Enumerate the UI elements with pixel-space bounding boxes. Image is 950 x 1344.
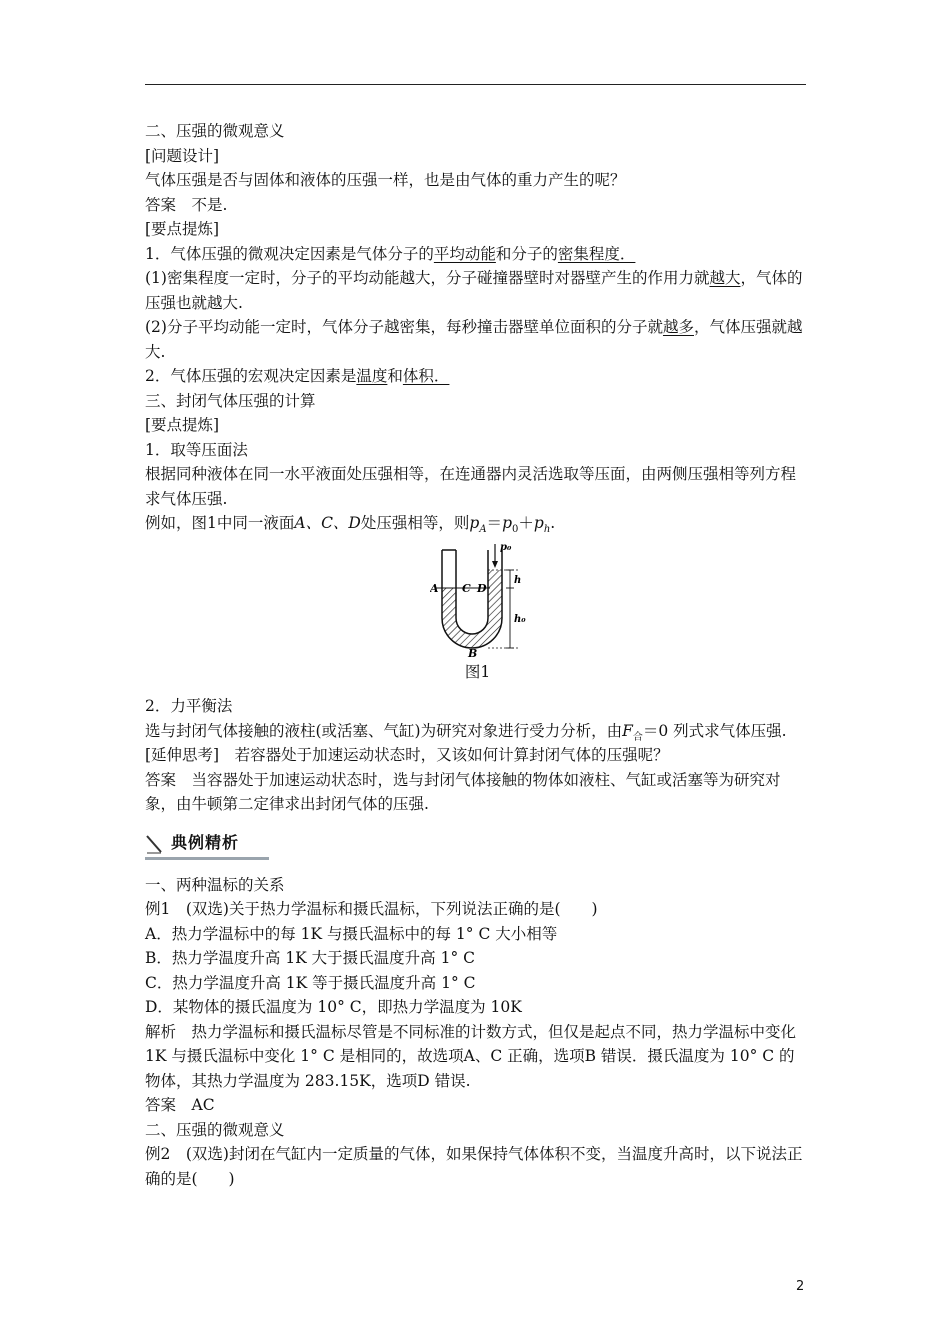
- example-1-option-c: C．热力学温度升高 1K 等于摄氏温度升高 1° C: [145, 973, 476, 992]
- diagonal-mark-icon: [145, 833, 163, 855]
- extension-question: [延伸思考] 若容器处于加速运动状态时，又该如何计算封闭气体的压强呢？: [145, 746, 669, 764]
- label-p0: p₀: [500, 541, 512, 553]
- example-1-stem: 例1 (双选)关于热力学温标和摄氏温标，下列说法正确的是( ): [145, 900, 598, 918]
- key-points-label-2: [要点提炼]: [145, 416, 220, 434]
- example-1-option-b: B．热力学温度升高 1K 大于摄氏温度升高 1° C: [145, 949, 476, 967]
- header-rule: [145, 84, 806, 85]
- point-2: 2．气体压强的宏观决定因素是温度和体积．: [145, 367, 450, 385]
- figure-caption: 图1: [464, 662, 491, 681]
- example-line: 例如，图1中同一液面A、C、D处压强相等，则$p_A=p_0+p_h$.: [145, 514, 556, 536]
- label-h0: h₀: [514, 613, 526, 625]
- example-1-option-d: D．某物体的摄氏温度为 10° C，即热力学温度为 10K: [145, 998, 522, 1016]
- method-1-title: 1．取等压面法: [145, 440, 248, 459]
- label-c: C: [462, 581, 471, 595]
- section-banner: [145, 831, 810, 861]
- point-1b: (2)分子平均动能一定时，气体分子越密集，每秒撞击器壁单位面积的分子就越多，气体压强就越大.: [145, 318, 803, 361]
- label-b: B: [468, 646, 478, 658]
- point-1a: (1)密集程度一定时，分子的平均动能越大，分子碰撞器壁时对器壁产生的作用力就越大，气体的压强也就越大.: [145, 269, 803, 312]
- question-text: 气体压强是否与固体和液体的压强一样，也是由气体的重力产生的呢？: [145, 171, 626, 189]
- example-1-option-a: A．热力学温标中的每 1K 与摄氏温标中的每 1° C 大小相等: [145, 924, 558, 943]
- question-design-label: [问题设计]: [145, 146, 220, 165]
- question-answer: 答案 不是.: [145, 195, 228, 214]
- example-section-2: 二、压强的微观意义: [145, 1120, 285, 1139]
- method-1-text: 根据同种液体在同一水平液面处压强相等，在连通器内灵活选取等压面，由两侧压强相等列方程求气体压强.: [145, 465, 797, 508]
- u-tube-figure: [145, 540, 810, 658]
- page-body: [145, 119, 810, 1191]
- section-2-title: 二、压强的微观意义: [145, 122, 285, 140]
- method-2-text: 选与封闭气体接触的液柱(或活塞、气缸)为研究对象进行受力分析，由$F_合=0$ 列式求气体压强.: [145, 721, 787, 743]
- key-points-label: [要点提炼]: [145, 220, 220, 238]
- point-1: 1．气体压强的微观决定因素是气体分子的平均动能和分子的密集程度．: [145, 244, 636, 263]
- example-1-answer: 答案 AC: [145, 1096, 215, 1114]
- label-h: h: [514, 574, 522, 586]
- u-tube-diagram: [430, 540, 545, 658]
- example-1-analysis: 解析 热力学温标和摄氏温标尽管是不同标准的计数方式，但仅是起点不同，热力学温标中变化 1K 与摄氏温标中变化 1° C 是相同的，故选项A、C 正确，选项B 错误．摄氏温度为 10° C 的物体，其热力学温度为 283.15K，选项D 错误.: [145, 1022, 797, 1090]
- label-d: D: [477, 581, 487, 595]
- example-2-stem: 例2 (双选)封闭在气缸内一定质量的气体，如果保持气体体积不变，当温度升高时，以下说法正确的是( ): [145, 1145, 803, 1188]
- method-2-title: 2．力平衡法: [145, 697, 233, 715]
- banner-title: 典例精析: [171, 832, 240, 852]
- label-a: A: [430, 581, 439, 595]
- page-number: 2: [796, 1279, 805, 1294]
- extension-answer: 答案 当容器处于加速运动状态时，选与封闭气体接触的物体如液柱、气缸或活塞等为研究对象，由牛顿第二定律求出封闭气体的压强.: [145, 770, 781, 813]
- banner-bar: [145, 857, 269, 860]
- section-3-title: 三、封闭气体压强的计算: [145, 391, 316, 410]
- example-section-1: 一、两种温标的关系: [145, 875, 285, 894]
